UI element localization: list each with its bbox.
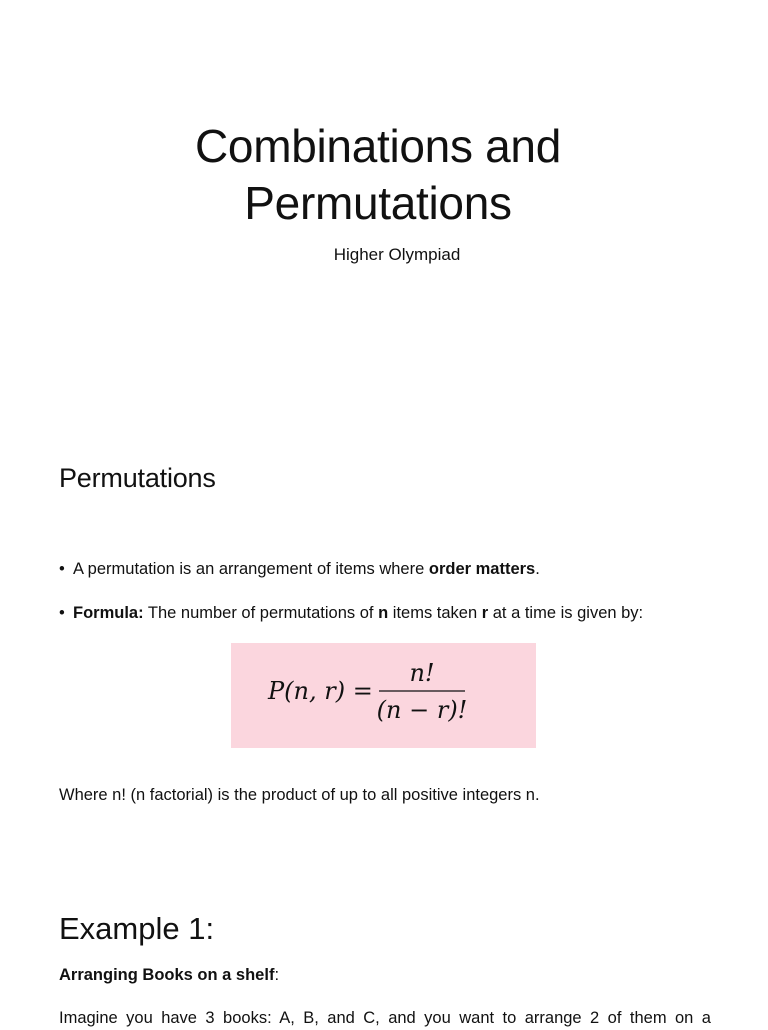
formula-text-3: at a time is given by:: [488, 604, 644, 622]
bullet-marker: •: [59, 560, 65, 578]
formula-text-1: The number of permutations of: [143, 604, 379, 622]
example-1-subtitle-colon: :: [274, 966, 280, 984]
formula-numerator: n!: [409, 659, 435, 687]
title-line-1: Combinations and: [195, 120, 561, 172]
definition-period: .: [535, 560, 540, 578]
bullet-formula: [59, 601, 739, 625]
permutation-formula: [231, 643, 536, 748]
formula-box: [231, 643, 536, 748]
formula-n: n: [378, 604, 389, 622]
bullet-definition: [59, 557, 739, 581]
bullet-marker: •: [59, 604, 65, 622]
example-1-text: Imagine you have 3 books: A, B, and C, and you want to arrange 2 of them on a: [59, 1009, 711, 1027]
example-1-subtitle-bold: Arranging Books on a shelf: [59, 966, 275, 984]
permutations-heading: Permutations: [59, 463, 216, 493]
factorial-note: Where n! (n factorial) is the product of up to all positive integers n.: [59, 786, 540, 804]
formula-label: Formula:: [73, 604, 144, 622]
subtitle: Higher Olympiad: [333, 245, 461, 264]
definition-emphasis: order matters: [428, 560, 536, 578]
page-title: [0, 118, 756, 232]
formula-lhs: P(n, r) =: [268, 677, 373, 705]
definition-text: A permutation is an arrangement of items where: [73, 560, 429, 578]
example-1-subtitle: [59, 963, 279, 987]
formula-denominator: (n − r)!: [376, 696, 468, 724]
title-line-2: Permutations: [244, 177, 512, 229]
example-1-heading: Example 1:: [59, 911, 215, 946]
formula-r: r: [481, 604, 489, 622]
permutations-bullet-list: [59, 557, 739, 645]
formula-text-2: items taken: [388, 604, 482, 622]
